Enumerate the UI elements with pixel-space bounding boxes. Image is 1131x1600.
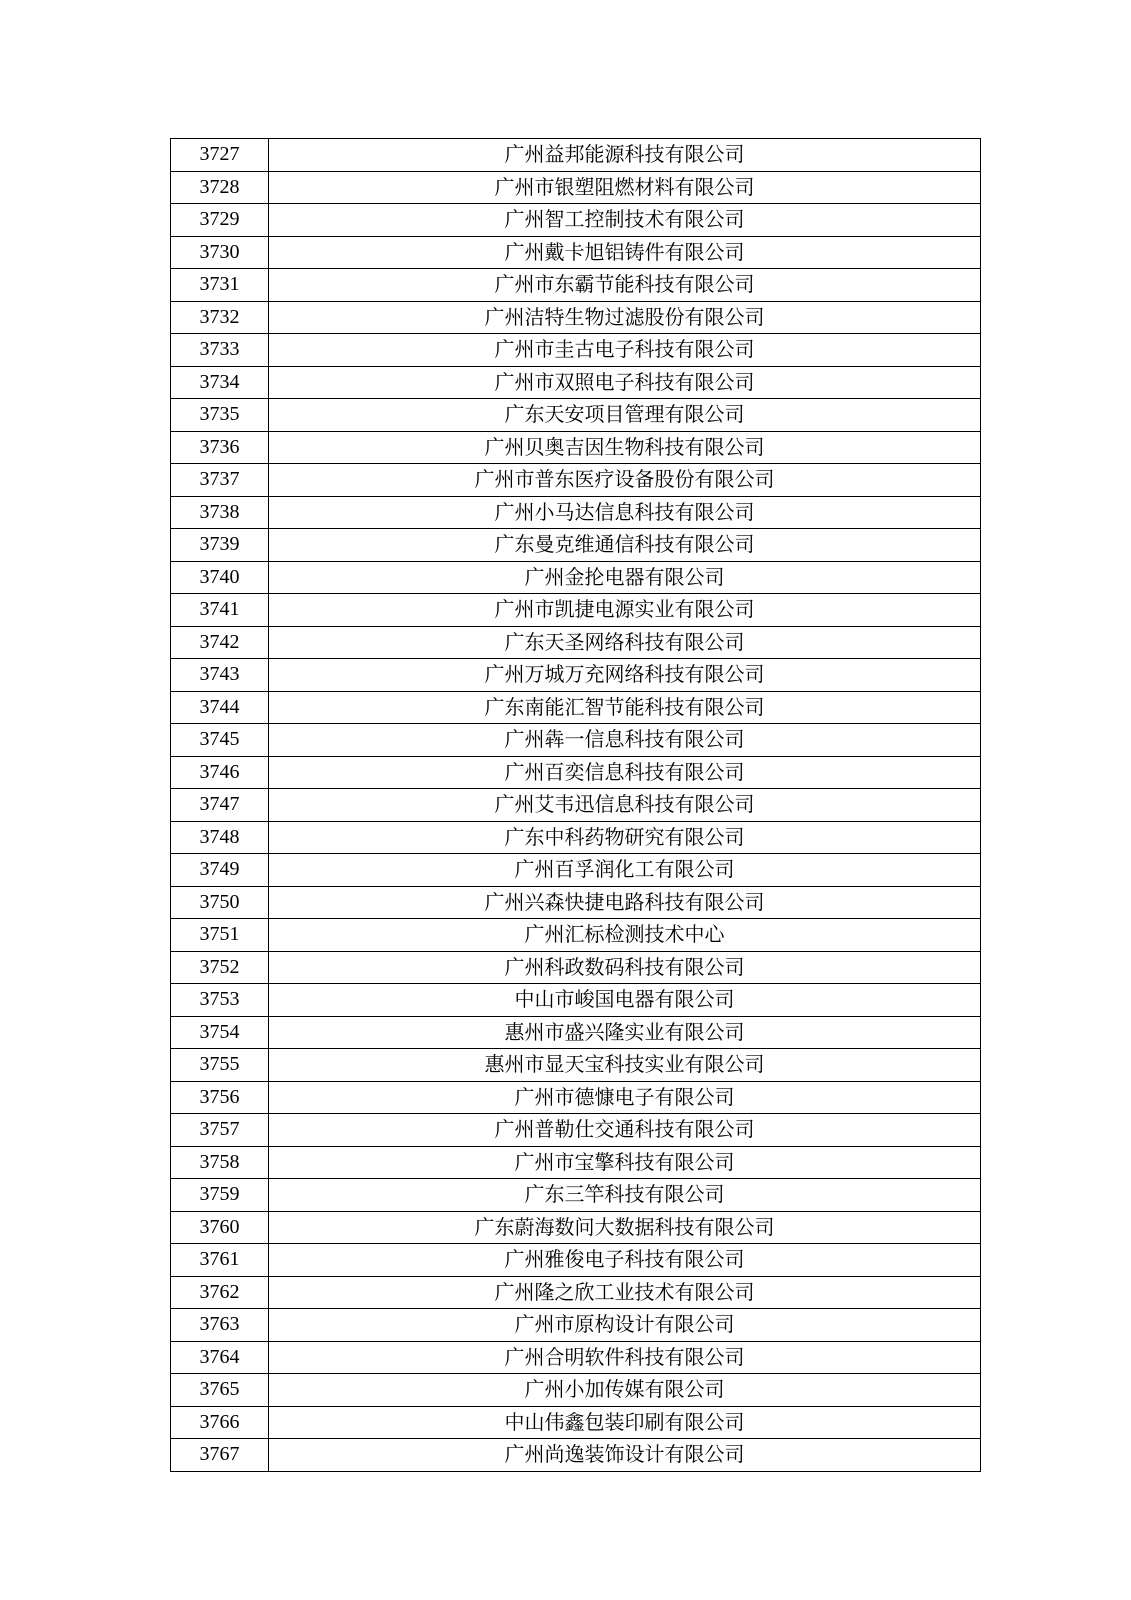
company-list-table bbox=[170, 138, 981, 1472]
company-name-cell: 广州市圭古电子科技有限公司 bbox=[269, 334, 981, 367]
company-name-cell: 广州市凯捷电源实业有限公司 bbox=[269, 594, 981, 627]
row-number-cell: 3734 bbox=[171, 366, 269, 399]
company-name-cell: 广东三竿科技有限公司 bbox=[269, 1179, 981, 1212]
table-row bbox=[171, 821, 981, 854]
company-name-cell: 广州市普东医疗设备股份有限公司 bbox=[269, 464, 981, 497]
table-row bbox=[171, 951, 981, 984]
row-number-cell: 3743 bbox=[171, 659, 269, 692]
row-number-cell: 3750 bbox=[171, 886, 269, 919]
table-row bbox=[171, 1244, 981, 1277]
table-row bbox=[171, 756, 981, 789]
row-number-cell: 3751 bbox=[171, 919, 269, 952]
table-row bbox=[171, 1211, 981, 1244]
row-number-cell: 3765 bbox=[171, 1374, 269, 1407]
table-row bbox=[171, 1179, 981, 1212]
company-name-cell: 广州戴卡旭铝铸件有限公司 bbox=[269, 236, 981, 269]
company-name-cell: 广州艾韦迅信息科技有限公司 bbox=[269, 789, 981, 822]
table-row bbox=[171, 1341, 981, 1374]
row-number-cell: 3753 bbox=[171, 984, 269, 1017]
table-row bbox=[171, 984, 981, 1017]
table-row bbox=[171, 886, 981, 919]
table-row bbox=[171, 269, 981, 302]
row-number-cell: 3749 bbox=[171, 854, 269, 887]
table-row bbox=[171, 1016, 981, 1049]
company-name-cell: 广州智工控制技术有限公司 bbox=[269, 204, 981, 237]
company-name-cell: 广州贝奥吉因生物科技有限公司 bbox=[269, 431, 981, 464]
company-name-cell: 广东天圣网络科技有限公司 bbox=[269, 626, 981, 659]
company-name-cell: 中山市峻国电器有限公司 bbox=[269, 984, 981, 1017]
row-number-cell: 3736 bbox=[171, 431, 269, 464]
row-number-cell: 3727 bbox=[171, 139, 269, 172]
row-number-cell: 3757 bbox=[171, 1114, 269, 1147]
table-row bbox=[171, 1114, 981, 1147]
row-number-cell: 3737 bbox=[171, 464, 269, 497]
company-name-cell: 广州小马达信息科技有限公司 bbox=[269, 496, 981, 529]
company-name-cell: 广州小加传媒有限公司 bbox=[269, 1374, 981, 1407]
row-number-cell: 3763 bbox=[171, 1309, 269, 1342]
table-row bbox=[171, 431, 981, 464]
table-row bbox=[171, 854, 981, 887]
company-name-cell: 广东曼克维通信科技有限公司 bbox=[269, 529, 981, 562]
company-name-cell: 广州市双照电子科技有限公司 bbox=[269, 366, 981, 399]
row-number-cell: 3755 bbox=[171, 1049, 269, 1082]
row-number-cell: 3741 bbox=[171, 594, 269, 627]
row-number-cell: 3748 bbox=[171, 821, 269, 854]
table-row bbox=[171, 1374, 981, 1407]
row-number-cell: 3758 bbox=[171, 1146, 269, 1179]
company-name-cell: 惠州市盛兴隆实业有限公司 bbox=[269, 1016, 981, 1049]
table-row bbox=[171, 366, 981, 399]
table-row bbox=[171, 171, 981, 204]
company-name-cell: 广州万城万充网络科技有限公司 bbox=[269, 659, 981, 692]
company-name-cell: 广州犇一信息科技有限公司 bbox=[269, 724, 981, 757]
table-row bbox=[171, 626, 981, 659]
row-number-cell: 3754 bbox=[171, 1016, 269, 1049]
table-row bbox=[171, 464, 981, 497]
row-number-cell: 3733 bbox=[171, 334, 269, 367]
row-number-cell: 3752 bbox=[171, 951, 269, 984]
company-name-cell: 中山伟鑫包装印刷有限公司 bbox=[269, 1406, 981, 1439]
table-row bbox=[171, 1276, 981, 1309]
table-row bbox=[171, 594, 981, 627]
company-name-cell: 广东蔚海数问大数据科技有限公司 bbox=[269, 1211, 981, 1244]
row-number-cell: 3756 bbox=[171, 1081, 269, 1114]
row-number-cell: 3747 bbox=[171, 789, 269, 822]
table-row bbox=[171, 919, 981, 952]
company-name-cell: 广州汇标检测技术中心 bbox=[269, 919, 981, 952]
table-row bbox=[171, 334, 981, 367]
table-row bbox=[171, 529, 981, 562]
table-row bbox=[171, 236, 981, 269]
table-row bbox=[171, 139, 981, 172]
company-name-cell: 惠州市显天宝科技实业有限公司 bbox=[269, 1049, 981, 1082]
row-number-cell: 3764 bbox=[171, 1341, 269, 1374]
table-row bbox=[171, 1081, 981, 1114]
table-row bbox=[171, 1049, 981, 1082]
row-number-cell: 3738 bbox=[171, 496, 269, 529]
row-number-cell: 3761 bbox=[171, 1244, 269, 1277]
table-row bbox=[171, 561, 981, 594]
row-number-cell: 3744 bbox=[171, 691, 269, 724]
row-number-cell: 3760 bbox=[171, 1211, 269, 1244]
table-row bbox=[171, 496, 981, 529]
row-number-cell: 3740 bbox=[171, 561, 269, 594]
table-row bbox=[171, 1406, 981, 1439]
company-name-cell: 广州科政数码科技有限公司 bbox=[269, 951, 981, 984]
table-row bbox=[171, 399, 981, 432]
table-row bbox=[171, 691, 981, 724]
company-name-cell: 广州市银塑阻燃材料有限公司 bbox=[269, 171, 981, 204]
company-name-cell: 广州百奕信息科技有限公司 bbox=[269, 756, 981, 789]
row-number-cell: 3735 bbox=[171, 399, 269, 432]
company-name-cell: 广州百孚润化工有限公司 bbox=[269, 854, 981, 887]
row-number-cell: 3728 bbox=[171, 171, 269, 204]
company-name-cell: 广州合明软件科技有限公司 bbox=[269, 1341, 981, 1374]
row-number-cell: 3729 bbox=[171, 204, 269, 237]
row-number-cell: 3767 bbox=[171, 1439, 269, 1472]
company-name-cell: 广州兴森快捷电路科技有限公司 bbox=[269, 886, 981, 919]
company-name-cell: 广州市原构设计有限公司 bbox=[269, 1309, 981, 1342]
row-number-cell: 3742 bbox=[171, 626, 269, 659]
company-name-cell: 广州普勒仕交通科技有限公司 bbox=[269, 1114, 981, 1147]
company-name-cell: 广东南能汇智节能科技有限公司 bbox=[269, 691, 981, 724]
row-number-cell: 3732 bbox=[171, 301, 269, 334]
company-name-cell: 广东天安项目管理有限公司 bbox=[269, 399, 981, 432]
row-number-cell: 3730 bbox=[171, 236, 269, 269]
table-row bbox=[171, 724, 981, 757]
row-number-cell: 3762 bbox=[171, 1276, 269, 1309]
company-name-cell: 广州隆之欣工业技术有限公司 bbox=[269, 1276, 981, 1309]
row-number-cell: 3746 bbox=[171, 756, 269, 789]
table-row bbox=[171, 1146, 981, 1179]
company-name-cell: 广州金抡电器有限公司 bbox=[269, 561, 981, 594]
table-row bbox=[171, 301, 981, 334]
table-row bbox=[171, 789, 981, 822]
table-row bbox=[171, 659, 981, 692]
row-number-cell: 3745 bbox=[171, 724, 269, 757]
row-number-cell: 3731 bbox=[171, 269, 269, 302]
company-name-cell: 广州洁特生物过滤股份有限公司 bbox=[269, 301, 981, 334]
row-number-cell: 3739 bbox=[171, 529, 269, 562]
company-name-cell: 广州益邦能源科技有限公司 bbox=[269, 139, 981, 172]
table-row bbox=[171, 1439, 981, 1472]
company-name-cell: 广州市东霸节能科技有限公司 bbox=[269, 269, 981, 302]
company-name-cell: 广州尚逸装饰设计有限公司 bbox=[269, 1439, 981, 1472]
row-number-cell: 3759 bbox=[171, 1179, 269, 1212]
company-name-cell: 广州市宝擎科技有限公司 bbox=[269, 1146, 981, 1179]
company-name-cell: 广东中科药物研究有限公司 bbox=[269, 821, 981, 854]
table-row bbox=[171, 1309, 981, 1342]
company-name-cell: 广州市德慷电子有限公司 bbox=[269, 1081, 981, 1114]
table-row bbox=[171, 204, 981, 237]
row-number-cell: 3766 bbox=[171, 1406, 269, 1439]
company-table-body bbox=[171, 139, 981, 1472]
company-name-cell: 广州雅俊电子科技有限公司 bbox=[269, 1244, 981, 1277]
